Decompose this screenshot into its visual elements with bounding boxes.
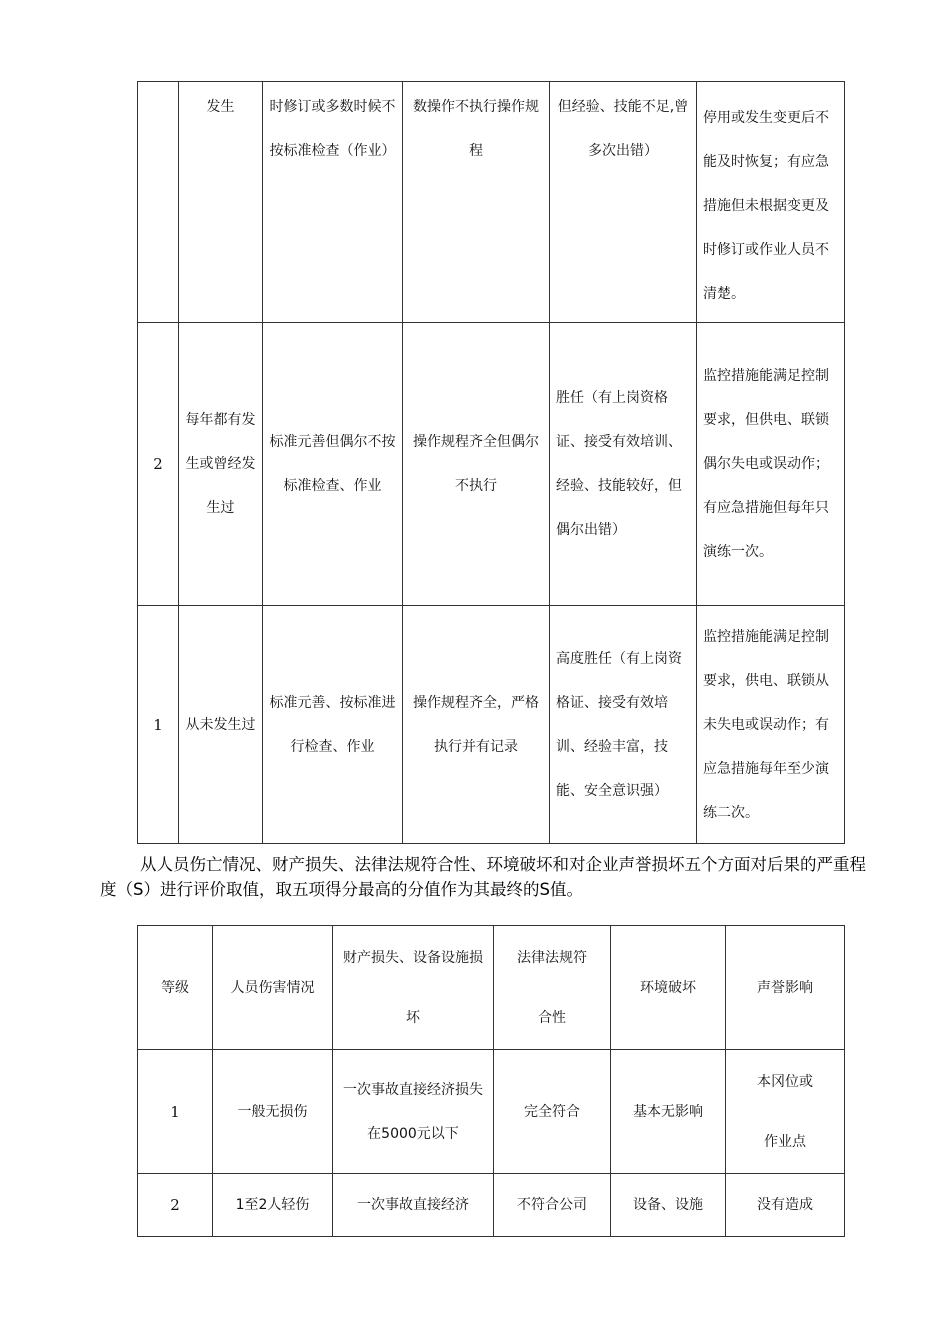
risk-likelihood-table xyxy=(137,81,845,844)
environment-cell: 设备、设施 xyxy=(611,1174,726,1237)
procedure-cell: 数操作不执行操作规程 xyxy=(403,82,550,323)
injury-cell: 一般无损伤 xyxy=(213,1050,333,1174)
table-row xyxy=(138,1050,845,1174)
body-paragraph: 从人员伤亡情况、财产损失、法律法规符合性、环境破坏和对企业声誉损坏五个方面对后果的严重程度（S）进行评价取值，取五项得分最高的分值作为其最终的S值。 xyxy=(100,855,866,899)
monitoring-cell: 停用或发生变更后不能及时恢复；有应急措施但未根据变更及时修订或作业人员不清楚。 xyxy=(697,82,845,323)
table-row xyxy=(138,323,845,606)
reputation-cell: 本冈位或作业点 xyxy=(726,1050,845,1174)
personnel-cell: 胜任（有上岗资格证、接受有效培训、经验、技能较好，但偶尔出错） xyxy=(550,323,697,606)
standard-cell: 标准元善但偶尔不按标准检查、作业 xyxy=(263,323,403,606)
header-injury: 人员伤害情况 xyxy=(213,926,333,1050)
table-header-row xyxy=(138,926,845,1050)
reputation-cell: 没有造成 xyxy=(726,1174,845,1237)
level-cell xyxy=(138,82,179,323)
level-cell: 1 xyxy=(138,606,179,844)
table-row xyxy=(138,1174,845,1237)
personnel-cell: 高度胜任（有上岗资格证、接受有效培训、经验丰富，技能、安全意识强） xyxy=(550,606,697,844)
procedure-cell: 操作规程齐全，严格执行并有记录 xyxy=(403,606,550,844)
header-level: 等级 xyxy=(138,926,213,1050)
header-reputation: 声誉影响 xyxy=(726,926,845,1050)
property-cell: 一次事故直接经济损失在5000元以下 xyxy=(333,1050,494,1174)
table-row xyxy=(138,82,845,323)
severity-table xyxy=(137,925,845,1237)
frequency-cell: 发生 xyxy=(179,82,263,323)
level-cell: 2 xyxy=(138,1174,213,1237)
frequency-cell: 每年都有发生或曾经发生过 xyxy=(179,323,263,606)
frequency-cell: 从未发生过 xyxy=(179,606,263,844)
standard-cell: 时修订或多数时候不按标准检查（作业） xyxy=(263,82,403,323)
injury-cell: 1至2人轻伤 xyxy=(213,1174,333,1237)
standard-cell: 标准元善、按标准进行检查、作业 xyxy=(263,606,403,844)
legal-cell: 完全符合 xyxy=(494,1050,611,1174)
header-property-loss: 财产损失、设备设施损坏 xyxy=(333,926,494,1050)
level-cell: 1 xyxy=(138,1050,213,1174)
property-cell: 一次事故直接经济 xyxy=(333,1174,494,1237)
monitoring-cell: 监控措施能满足控制要求，但供电、联锁偶尔失电或误动作；有应急措施但每年只演练一次。 xyxy=(697,323,845,606)
monitoring-cell: 监控措施能满足控制要求，供电、联锁从未失电或误动作；有应急措施每年至少演练二次。 xyxy=(697,606,845,844)
legal-cell: 不符合公司 xyxy=(494,1174,611,1237)
environment-cell: 基本无影响 xyxy=(611,1050,726,1174)
header-environment: 环境破坏 xyxy=(611,926,726,1050)
personnel-cell: 但经验、技能不足,曾多次出错） xyxy=(550,82,697,323)
level-cell: 2 xyxy=(138,323,179,606)
procedure-cell: 操作规程齐全但偶尔不执行 xyxy=(403,323,550,606)
table-row xyxy=(138,606,845,844)
header-legal: 法律法规符合性 xyxy=(494,926,611,1050)
